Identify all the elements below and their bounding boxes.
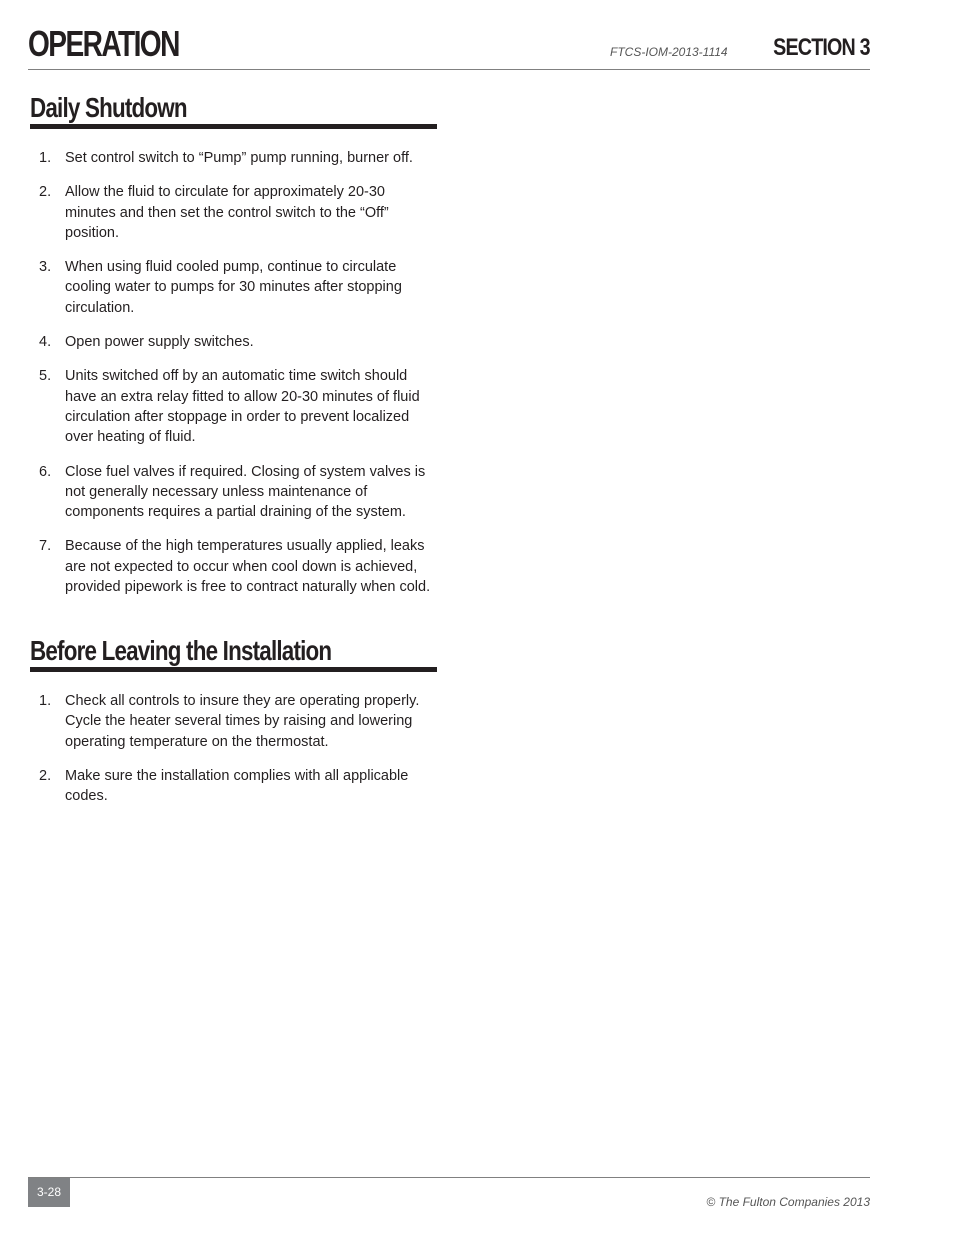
copyright-notice: © The Fulton Companies 2013 (706, 1195, 870, 1209)
list-item (30, 332, 437, 352)
heading-underline (30, 667, 437, 672)
step-number: 1. (39, 150, 52, 166)
step-number: 1. (39, 693, 52, 709)
step-number: 4. (39, 334, 52, 351)
daily-shutdown-section (30, 92, 437, 611)
page-title: OPERATION (28, 23, 179, 64)
step-text: Close fuel valves if required. Closing of system valves is not generally necessary unless maintenance of components requires a partial draining of the system. (65, 463, 426, 521)
step-number: 3. (39, 259, 52, 276)
step-text: When using fluid cooled pump, continue to circulate cooling water to pumps for 30 minutes after stopping circulation. (65, 259, 402, 316)
step-number: 5. (39, 368, 52, 385)
page-number: 3-28 (28, 1178, 70, 1207)
step-text: Open power supply switches. (65, 334, 254, 351)
step-text: Because of the high temperatures usually applied, leaks are not expected to occur when cool down is achieved, provided pipework is free to contract naturally when cold. (65, 538, 431, 596)
before-leaving-steps (30, 691, 437, 806)
step-text: Make sure the installation complies with all applicable codes. (65, 767, 409, 805)
step-text: Set control switch to “Pump” pump running, burner off. (65, 150, 413, 166)
section-heading: Daily Shutdown (30, 92, 187, 123)
heading-underline (30, 124, 437, 129)
list-item (30, 691, 437, 752)
list-item (30, 366, 437, 447)
list-item (30, 182, 437, 243)
step-text: Check all controls to insure they are operating properly. Cycle the heater several times by raising and lowering operating temperature on the thermostat. (65, 693, 420, 750)
footer-divider (28, 1177, 870, 1178)
list-item (30, 766, 437, 807)
section-label: SECTION 3 (773, 34, 870, 61)
step-number: 7. (39, 538, 52, 555)
list-item (30, 536, 437, 597)
list-item (30, 462, 437, 523)
step-text: Units switched off by an automatic time switch should have an extra relay fitted to allow 20-30 minutes of fluid circulation after stoppage in order to prevent localized over heating of fluid. (65, 368, 420, 446)
daily-shutdown-steps (30, 148, 437, 597)
step-number: 2. (39, 767, 52, 784)
step-text: Allow the fluid to circulate for approximately 20-30 minutes and then set the control switch to the “Off” position. (65, 184, 389, 241)
step-number: 2. (39, 184, 52, 201)
list-item (30, 257, 437, 318)
section-heading: Before Leaving the Installation (30, 635, 332, 666)
header-divider (28, 69, 870, 70)
before-leaving-section (30, 635, 437, 820)
document-code: FTCS-IOM-2013-1114 (610, 45, 728, 59)
step-number: 6. (39, 463, 52, 480)
list-item (30, 148, 437, 168)
